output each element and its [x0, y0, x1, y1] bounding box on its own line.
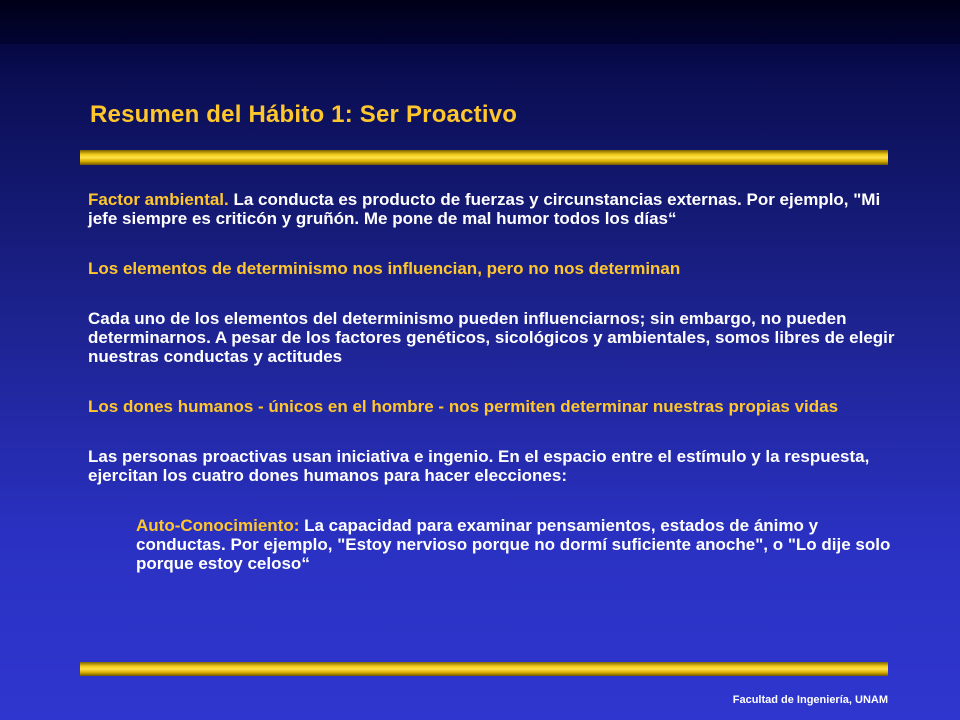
top-band — [0, 0, 960, 44]
paragraph-lead: Factor ambiental. — [88, 190, 229, 209]
paragraph-determinismo: Los elementos de determinismo nos influencian, pero no nos determinan — [88, 259, 681, 278]
footer-divider-bar — [80, 662, 888, 676]
paragraph-text: La conducta es producto de fuerzas y circunstancias externas. Por ejemplo, "Mi jefe siempre es criticón y gruñón. Me pone de mal humor todos los días“ — [88, 190, 881, 228]
paragraph-personas-proactivas: Las personas proactivas usan iniciativa e ingenio. En el espacio entre el estímulo y la respuesta, ejercitan los cuatro dones humanos para hacer elecciones: — [88, 447, 870, 485]
paragraph-text: La capacidad para examinar pensamientos, estados de ánimo y conductas. Por ejemplo, "Estoy nervioso porque no dormí suficiente anoche", o "Lo dije solo porque estoy celoso“ — [136, 516, 891, 573]
paragraph-factor-ambiental — [88, 190, 898, 228]
footer-institution: Facultad de Ingeniería, UNAM — [732, 694, 888, 706]
slide-title: Resumen del Hábito 1: Ser Proactivo — [90, 101, 518, 128]
slide-body — [88, 190, 898, 573]
paragraph-auto-conocimiento — [136, 516, 898, 573]
title-divider-bar — [80, 150, 888, 165]
paragraph-lead: Auto-Conocimiento: — [136, 516, 300, 535]
paragraph-dones-humanos: Los dones humanos - únicos en el hombre - nos permiten determinar nuestras propias vidas — [88, 397, 839, 416]
paragraph-elementos: Cada uno de los elementos del determinismo pueden influenciarnos; sin embargo, no pueden determinarnos. A pesar de los factores genéticos, sicológicos y ambientales, somos libres de elegir nuestras conductas y actitudes — [88, 309, 895, 366]
